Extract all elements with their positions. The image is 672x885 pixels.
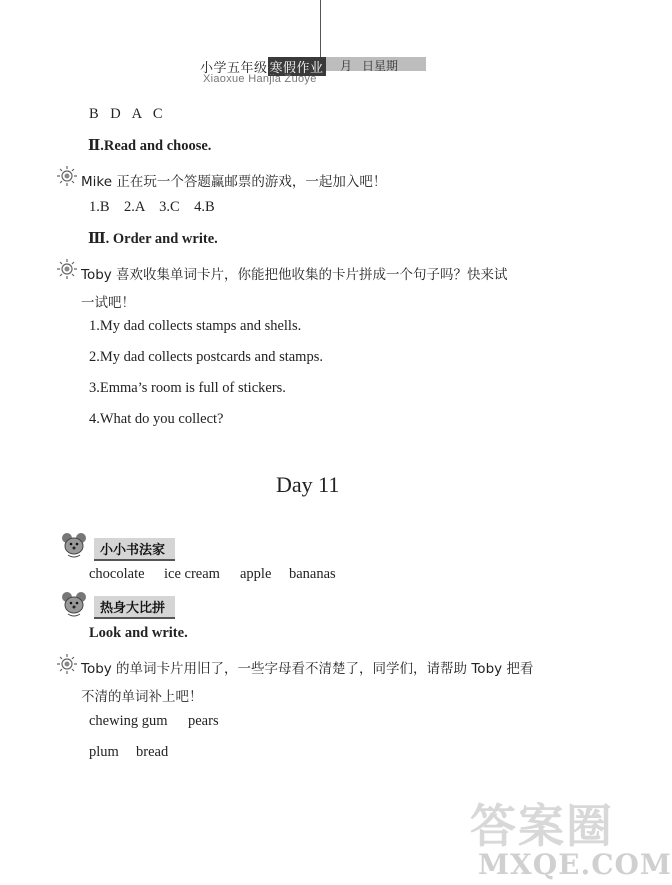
header-pinyin: Xiaoxue Hanjia Zuoye	[203, 73, 317, 85]
warmup-title: Look and write.	[89, 625, 188, 641]
day-title: Day 11	[276, 472, 340, 497]
calligraphy-tag: 小小书法家	[94, 538, 175, 561]
sun-icon	[57, 259, 77, 279]
warmup-answer-3: plum	[89, 744, 119, 760]
header-title-plain: 小学五年级	[200, 61, 268, 76]
sun-icon	[57, 654, 77, 674]
section2-title: Ⅱ.Read and choose.	[88, 138, 212, 154]
warmup-instruction-line2: 不清的单词补上吧！	[81, 689, 203, 705]
section3-sentence-2: 2.My dad collects postcards and stamps.	[89, 349, 323, 365]
section3-instruction-line2: 一试吧！	[81, 295, 135, 311]
watermark-logo: 答案圈	[470, 799, 614, 853]
header-date	[340, 57, 408, 74]
section3-title: Ⅲ. Order and write.	[88, 231, 218, 247]
mouse-mascot-icon	[60, 590, 88, 618]
section3-sentence-4: 4.What do you collect?	[89, 411, 224, 427]
warmup-tag: 热身大比拼	[94, 596, 175, 619]
calligraphy-word-1: chocolate	[89, 566, 145, 582]
warmup-answer-1: chewing gum	[89, 713, 168, 729]
warmup-answer-2: pears	[188, 713, 219, 729]
section3-sentence-3: 3.Emma’s room is full of stickers.	[89, 380, 286, 396]
calligraphy-word-3: apple	[240, 566, 272, 582]
mouse-mascot-icon	[60, 531, 88, 559]
section2-answers: 1.B 2.A 3.C 4.B	[89, 199, 215, 215]
section3-instruction-line1: Toby 喜欢收集单词卡片，你能把他收集的卡片拼成一个句子吗？快来试	[81, 267, 508, 283]
answers-top: B D A C	[89, 106, 163, 122]
section3-sentence-1: 1.My dad collects stamps and shells.	[89, 318, 302, 334]
header-divider-line	[320, 0, 321, 62]
calligraphy-word-2: ice cream	[164, 566, 220, 582]
calligraphy-word-4: bananas	[289, 566, 336, 582]
warmup-instruction-line1: Toby 的单词卡片用旧了，一些字母看不清楚了，同学们，请帮助 Toby 把看	[81, 661, 534, 677]
header-day: 日星期	[362, 59, 399, 73]
section2-instruction: Mike 正在玩一个答题赢邮票的游戏，一起加入吧！	[81, 174, 387, 190]
sun-icon	[57, 166, 77, 186]
watermark-url: MXQE.COM	[478, 848, 672, 881]
warmup-answer-4: bread	[136, 744, 169, 760]
header-title-dark: 寒假作业	[268, 57, 326, 76]
header-month: 月	[340, 59, 353, 73]
